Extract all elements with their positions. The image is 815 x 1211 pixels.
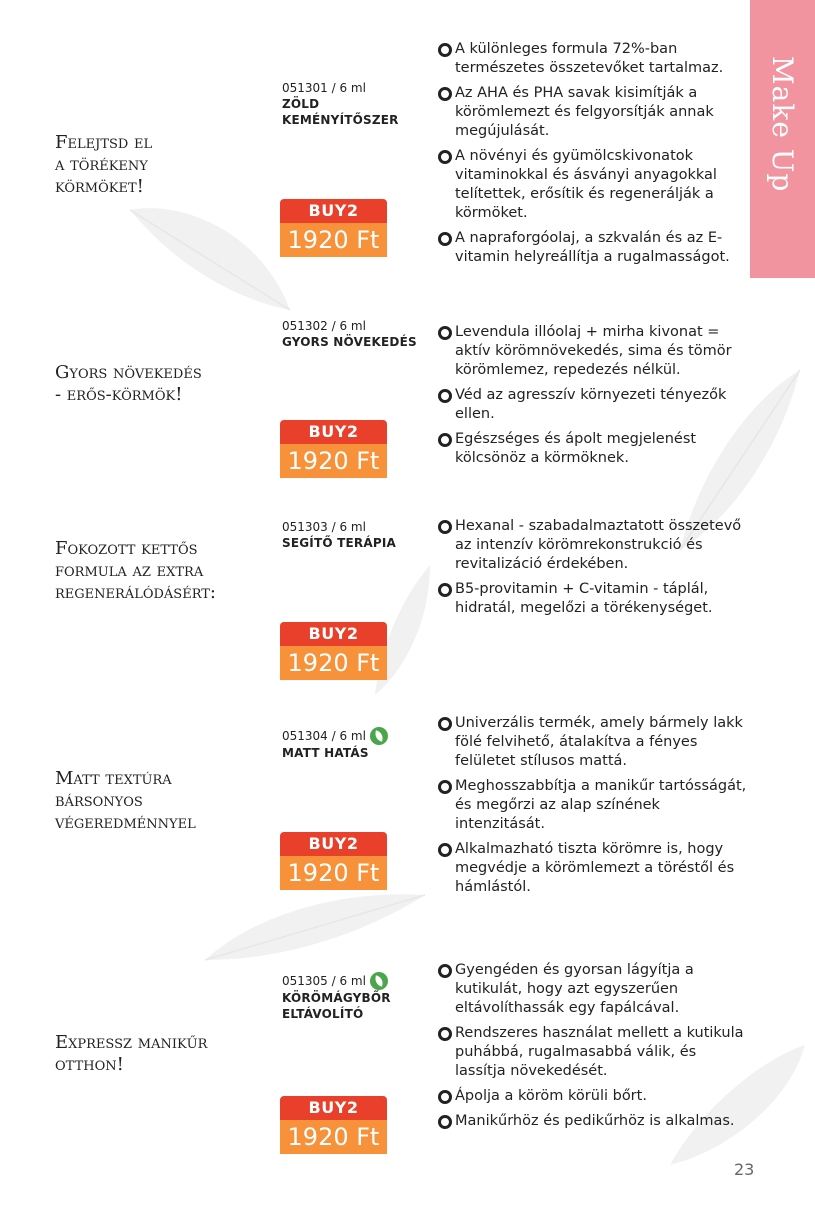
price-amount: 1920 Ft: [280, 223, 387, 257]
product-headline: Gyors növekedés - erős-körmök!: [55, 362, 202, 405]
bullet-icon: [438, 717, 452, 731]
product-name: MATT HATÁS: [282, 746, 369, 760]
bullet-icon: [438, 843, 452, 857]
feature-list: [438, 714, 750, 903]
feature-item: Meghosszabbítja a manikűr tartósságát, és megőrzi az alap színének intenzitását.: [438, 777, 750, 834]
product-headline: Matt textúra bársonyos végeredménnyel: [55, 768, 196, 833]
feature-item: Univerzális termék, amely bármely lakk fölé felvihető, átalakítva a fényes felületet stílusos mattá.: [438, 714, 750, 771]
buy-badge: BUY2: [280, 1096, 387, 1120]
product-headline: Fokozott kettős formula az extra regenerálódásért:: [55, 538, 216, 603]
price-amount: 1920 Ft: [280, 1120, 387, 1154]
bullet-icon: [438, 326, 452, 340]
eco-leaf-icon: [370, 727, 388, 745]
feature-item: Ápolja a köröm körüli bőrt.: [438, 1087, 750, 1106]
price-amount: 1920 Ft: [280, 444, 387, 478]
product-code: 051304 / 6 ml: [282, 727, 432, 745]
feature-item: A napraforgóolaj, a szkvalán és az E-vitamin helyreállítja a rugalmasságot.: [438, 229, 750, 267]
section-tab-label: Make Up: [766, 56, 799, 193]
buy-badge: BUY2: [280, 420, 387, 444]
bullet-icon: [438, 389, 452, 403]
feature-item: A növényi és gyümölcskivonatok vitaminokkal és ásványi anyagokkal telítettek, erősítik és regenerálják a körmöket.: [438, 147, 750, 223]
bullet-icon: [438, 964, 452, 978]
feature-list: [438, 961, 750, 1137]
bullet-icon: [438, 232, 452, 246]
feature-item: Gyengéden és gyorsan lágyítja a kutikulát, hogy azt egyszerűen eltávolíthassák egy fapálcával.: [438, 961, 750, 1018]
product-code: 051305 / 6 ml: [282, 972, 432, 990]
feature-list: [438, 323, 750, 474]
feature-item: Véd az agresszív környezeti tényezők ellen.: [438, 386, 750, 424]
price-amount: 1920 Ft: [280, 646, 387, 680]
buy-badge: BUY2: [280, 832, 387, 856]
feature-item: Egészséges és ápolt megjelenést kölcsönöz a körmöknek.: [438, 430, 750, 468]
bullet-icon: [438, 1090, 452, 1104]
price-tag: [280, 832, 387, 890]
bullet-icon: [438, 433, 452, 447]
product-headline: Felejtsd el a törékeny körmöket!: [55, 132, 153, 197]
feature-item: Alkalmazható tiszta körömre is, hogy megvédje a körömlemezt a töréstől és hámlástól.: [438, 840, 750, 897]
price-tag: [280, 1096, 387, 1154]
product-code: 051301 / 6 ml: [282, 81, 366, 95]
feature-item: Manikűrhöz és pedikűrhöz is alkalmas.: [438, 1112, 750, 1131]
bullet-icon: [438, 520, 452, 534]
feature-item: B5-provitamin + C-vitamin - táplál, hidratál, megelőzi a törékenységet.: [438, 580, 750, 618]
product-name: KÖRÖMÁGYBŐR ELTÁVOLÍTÓ: [282, 991, 391, 1021]
feature-item: A különleges formula 72%-ban természetes összetevőket tartalmaz.: [438, 40, 750, 78]
product-name: GYORS NÖVEKEDÉS: [282, 335, 417, 349]
price-tag: [280, 199, 387, 257]
bullet-icon: [438, 1027, 452, 1041]
section-tab[interactable]: [750, 0, 815, 278]
bullet-icon: [438, 87, 452, 101]
feature-item: Az AHA és PHA savak kisimítják a körömlemezt és felgyorsítják annak megújulását.: [438, 84, 750, 141]
feather-decoration: [120, 190, 300, 330]
bullet-icon: [438, 43, 452, 57]
price-amount: 1920 Ft: [280, 856, 387, 890]
feature-list: [438, 40, 750, 273]
bullet-icon: [438, 1115, 452, 1129]
eco-leaf-icon: [370, 972, 388, 990]
page-number: 23: [734, 1160, 755, 1179]
price-tag: [280, 420, 387, 478]
bullet-icon: [438, 583, 452, 597]
product-headline: Expressz manikűr otthon!: [55, 1032, 208, 1075]
bullet-icon: [438, 150, 452, 164]
feather-decoration: [200, 880, 430, 970]
product-name: SEGÍTŐ TERÁPIA: [282, 536, 396, 550]
product-code: 051302 / 6 ml: [282, 319, 366, 333]
feature-list: [438, 517, 750, 624]
buy-badge: BUY2: [280, 199, 387, 223]
feature-item: Levendula illóolaj + mirha kivonat = aktív körömnövekedés, sima és tömör körömlemez, repedezés nélkül.: [438, 323, 750, 380]
bullet-icon: [438, 780, 452, 794]
buy-badge: BUY2: [280, 622, 387, 646]
feature-item: Rendszeres használat mellett a kutikula puhábbá, rugalmasabbá válik, és lassítja növekedését.: [438, 1024, 750, 1081]
product-name: ZÖLD KEMÉNYÍTŐSZER: [282, 97, 399, 127]
price-tag: [280, 622, 387, 680]
feature-item: Hexanal - szabadalmaztatott összetevő az intenzív körömrekonstrukció és revitalizáció érdekében.: [438, 517, 750, 574]
product-code: 051303 / 6 ml: [282, 520, 366, 534]
